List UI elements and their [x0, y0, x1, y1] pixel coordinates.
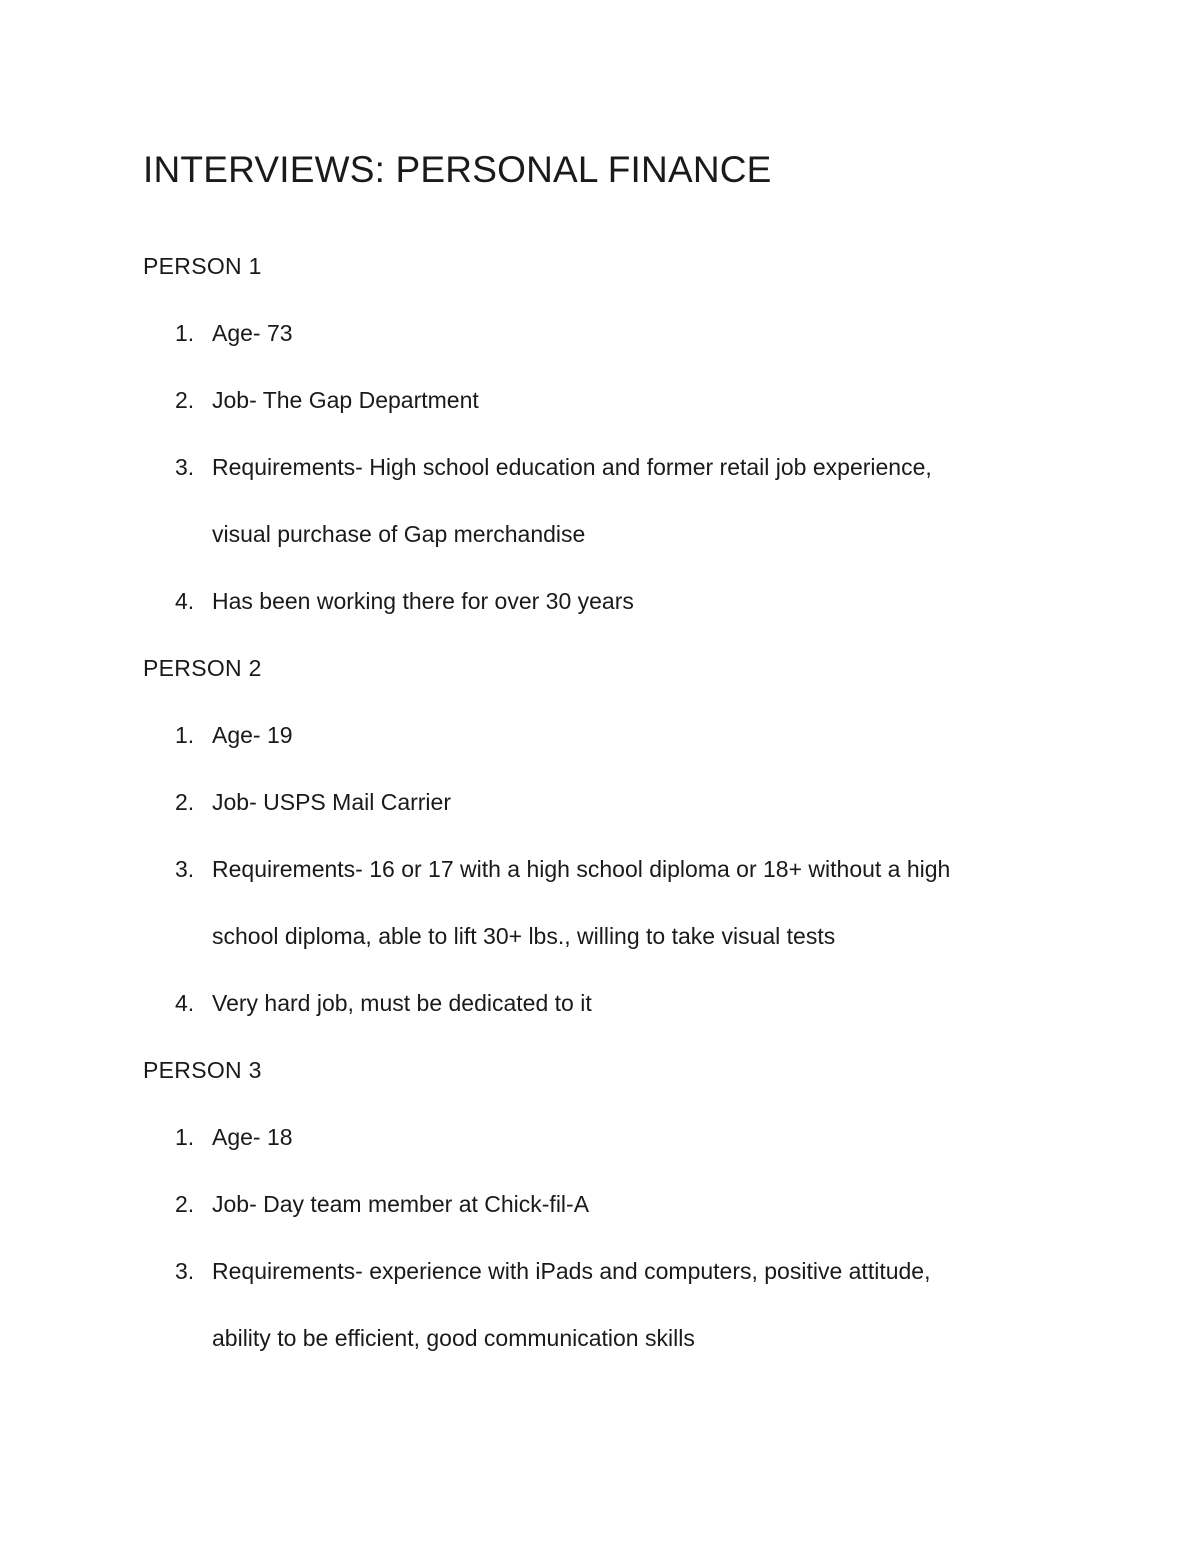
list-item [143, 853, 1103, 952]
person-heading: PERSON 1 [143, 253, 262, 279]
list-text-continuation: school diploma, able to lift 30+ lbs., willing to take visual tests [212, 923, 836, 949]
list-text: Requirements- 16 or 17 with a high school diploma or 18+ without a high [212, 856, 951, 882]
list-item [143, 719, 1103, 751]
list-item [143, 987, 1103, 1019]
list-text: Age- 73 [212, 320, 293, 346]
list-number: 1. [175, 722, 195, 748]
person-item-list [143, 1121, 1103, 1354]
list-item [143, 1188, 1103, 1220]
list-number: 4. [175, 990, 195, 1016]
person-heading: PERSON 3 [143, 1057, 262, 1083]
person-section-3 [143, 1054, 1103, 1354]
list-text-continuation: visual purchase of Gap merchandise [212, 521, 586, 547]
list-text: Age- 18 [212, 1124, 293, 1150]
list-text: Job- The Gap Department [212, 387, 479, 413]
person-item-list [143, 719, 1103, 1019]
list-text: Job- USPS Mail Carrier [212, 789, 451, 815]
list-number: 3. [175, 454, 195, 480]
list-item [143, 317, 1103, 349]
list-number: 2. [175, 789, 195, 815]
list-item [143, 451, 1103, 550]
person-heading: PERSON 2 [143, 655, 262, 681]
list-number: 3. [175, 1258, 195, 1284]
list-text: Requirements- experience with iPads and computers, positive attitude, [212, 1258, 931, 1284]
list-text: Job- Day team member at Chick-fil-A [212, 1191, 590, 1217]
list-item [143, 585, 1103, 617]
list-text-continuation: ability to be efficient, good communication skills [212, 1325, 695, 1351]
person-item-list [143, 317, 1103, 617]
list-number: 1. [175, 1124, 195, 1150]
list-text: Requirements- High school education and former retail job experience, [212, 454, 932, 480]
list-text: Has been working there for over 30 years [212, 588, 634, 614]
document-title: INTERVIEWS: PERSONAL FINANCE [143, 149, 772, 190]
list-number: 2. [175, 1191, 195, 1217]
list-item [143, 384, 1103, 416]
list-number: 1. [175, 320, 195, 346]
list-text: Very hard job, must be dedicated to it [212, 990, 592, 1016]
list-item [143, 786, 1103, 818]
person-section-2 [143, 652, 1103, 1019]
list-number: 4. [175, 588, 195, 614]
list-text: Age- 19 [212, 722, 293, 748]
list-number: 2. [175, 387, 195, 413]
list-item [143, 1121, 1103, 1153]
list-number: 3. [175, 856, 195, 882]
person-section-1 [143, 250, 1103, 617]
list-item [143, 1255, 1103, 1354]
